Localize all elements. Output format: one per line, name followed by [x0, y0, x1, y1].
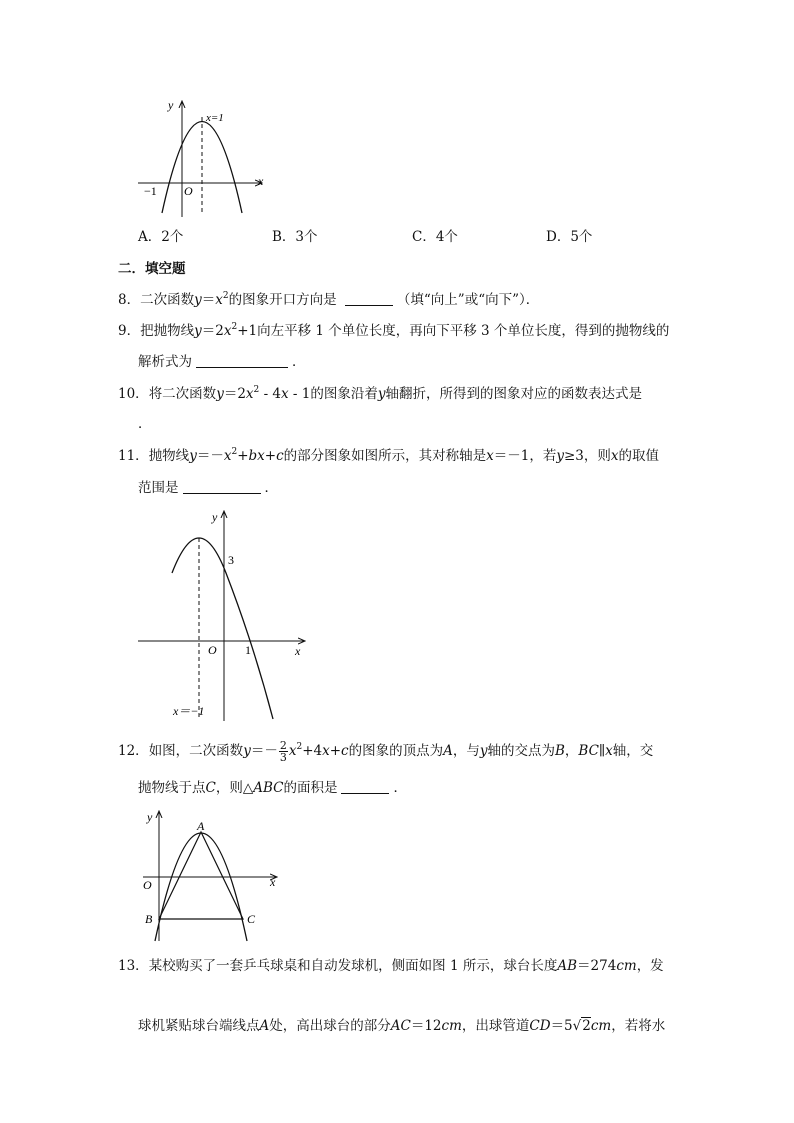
question-11-line1: 11．抛物线$y=-x^2+bx+c$的部分图象如图所示，其对称轴是x＝－1，若y≥3，则x的取值 [118, 447, 660, 464]
symmetry-axis-label: x=1 [206, 112, 224, 124]
question-13-line1: 13．某校购买了一套乒乓球桌和自动发球机，侧面如图 1 所示，球台长度AB＝274cm，发 [118, 958, 664, 974]
question-10-line2: ． [138, 416, 152, 432]
answer-blank[interactable] [196, 353, 288, 368]
minus-one-label: −1 [144, 184, 157, 198]
option-a: A．2个 [138, 229, 184, 245]
answer-blank[interactable] [183, 479, 261, 494]
fraction: $\frac{2}{3}$ [279, 739, 287, 764]
point-c-label: C [247, 912, 256, 926]
x-axis-label: x [270, 875, 276, 889]
parabola-curve [155, 833, 247, 941]
question-8: 8．二次函数$y=x^2$的图象开口方向是 （填“向上”或“向下”）． [118, 291, 540, 308]
y-intercept-label: 3 [228, 553, 234, 567]
section-title: 二．填空题 [118, 261, 186, 277]
answer-blank[interactable] [341, 779, 389, 794]
answer-blank[interactable] [345, 291, 393, 306]
option-c: C．4个 [412, 229, 458, 245]
graph-triangle-q12 [135, 805, 295, 945]
x-axis-label: x [258, 174, 264, 188]
question-12-line1: 12．如图，二次函数y＝－ $\frac{2}{3}$ $x^2+4x+c$的图象的顶点为A，与y轴的交点为B，BC∥x轴，交 [118, 739, 654, 764]
symmetry-axis-label: x＝−1 [173, 704, 205, 718]
graph-parabola-q11 [130, 505, 320, 725]
option-d: D．5个 [546, 229, 593, 245]
graph-parabola-q7 [130, 95, 280, 220]
x-axis-label: x [295, 644, 301, 658]
origin-label: O [143, 878, 152, 892]
sqrt-sign: √ [572, 1018, 582, 1034]
x-intercept-label: 1 [245, 643, 251, 657]
parabola-curve [172, 538, 273, 719]
y-axis-label: y [168, 98, 174, 112]
y-axis-label: y [147, 810, 153, 824]
question-13-line2: 球机紧贴球台端线点A处，高出球台的部分AC＝12cm，出球管道CD＝5√2cm，若将水 [138, 1018, 666, 1034]
question-12-line2: 抛物线于点C，则△ABC的面积是 ． [138, 780, 407, 796]
point-a-label: A [197, 819, 205, 833]
question-10-line1: 10．将二次函数$y=2x^2 - 4x - 1$的图象沿着y轴翻折，所得到的图象对应的函数表达式是 [118, 385, 643, 402]
y-axis-label: y [212, 510, 218, 524]
origin-label: O [208, 643, 217, 657]
origin-label: O [184, 184, 193, 198]
option-b: B．3个 [272, 229, 318, 245]
question-9-line1: 9．把抛物线$y=2x^2+1$向左平移 1 个单位长度，再向下平移 3 个单位长度，得到的抛物线的 [118, 322, 670, 339]
question-11-line2: 范围是 ． [138, 480, 278, 496]
question-9-line2: 解析式为 ． [138, 354, 306, 370]
point-b-label: B [145, 912, 153, 926]
